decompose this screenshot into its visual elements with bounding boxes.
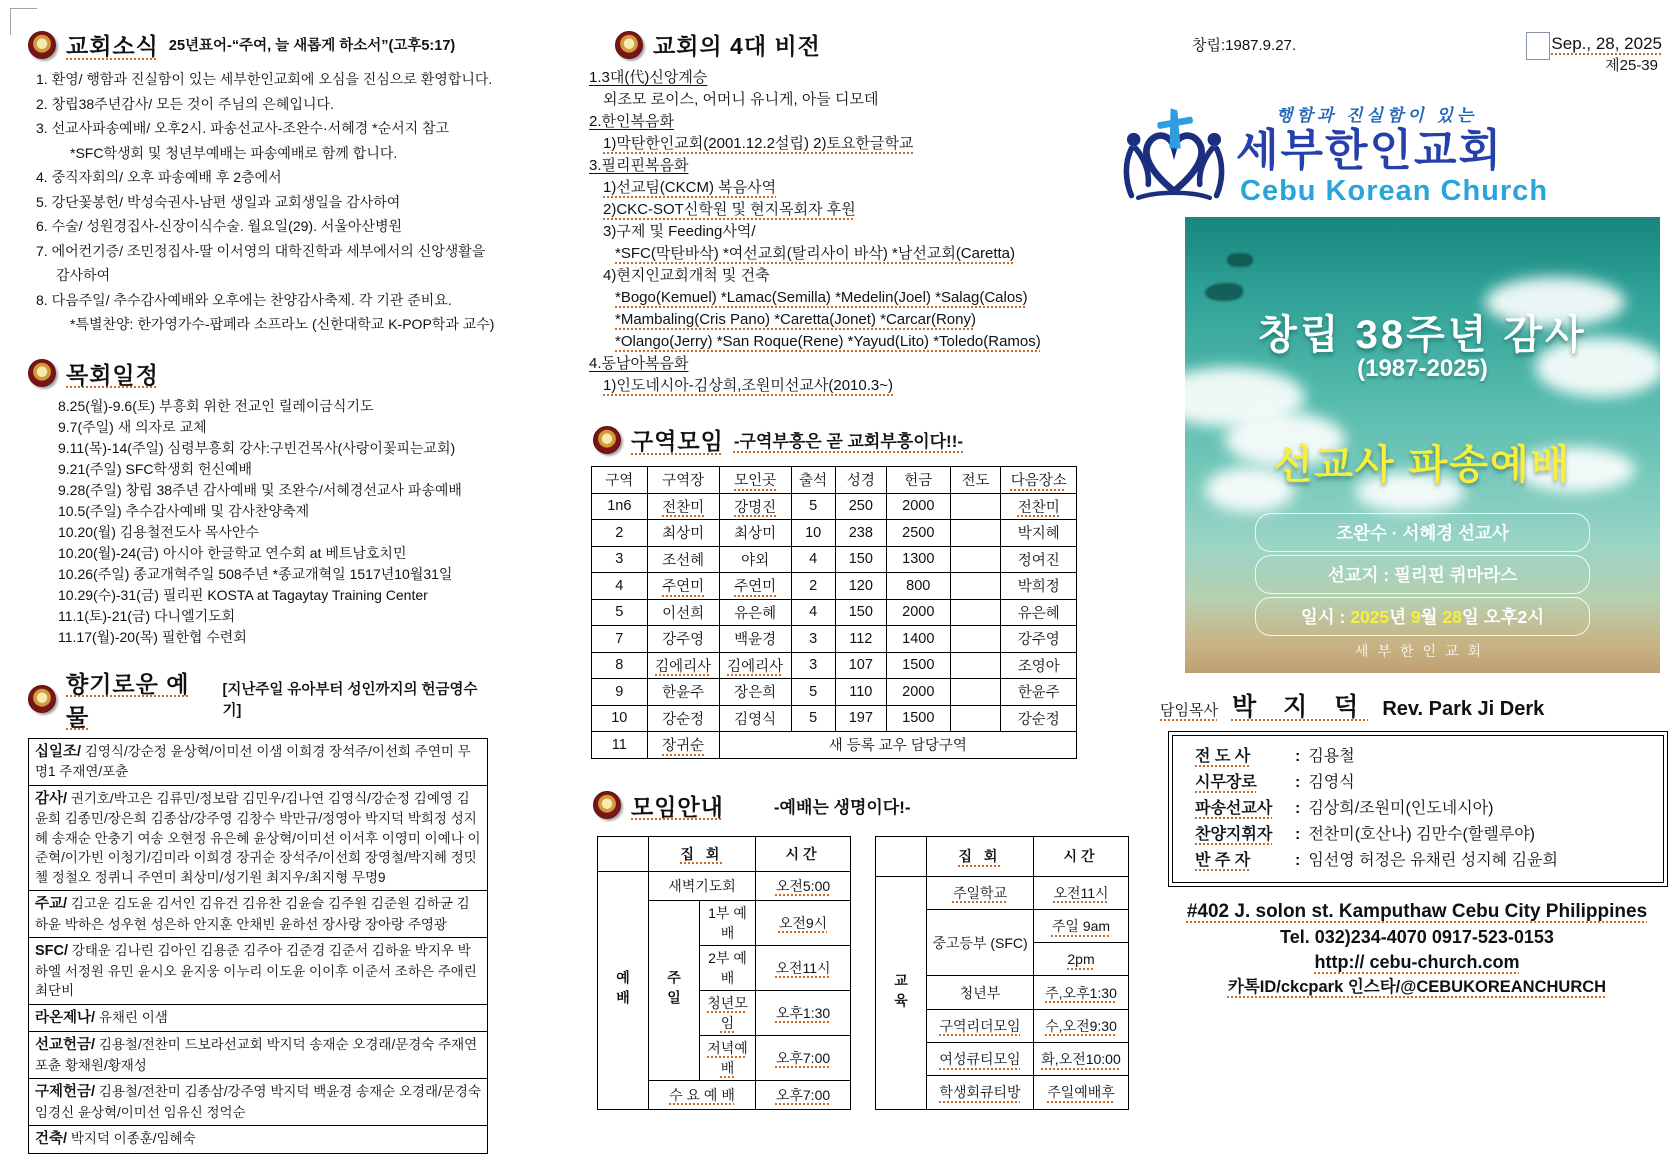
column-header: 다음장소 [1001, 467, 1077, 494]
cell [950, 493, 1001, 520]
meetings-section-header [593, 789, 1077, 822]
cell: 최상미 [647, 520, 719, 547]
offering-label: 선교헌금/ [35, 1037, 96, 1053]
offering-table [28, 738, 488, 1154]
staff-names: 김용철 [1308, 748, 1355, 765]
meeting-name: 청년모임 [700, 990, 756, 1035]
offering-cell [29, 891, 488, 938]
cell: 11 [592, 732, 648, 759]
poster-datetime [1255, 597, 1590, 636]
cell: 1300 [886, 546, 950, 573]
staff-role: 찬양지휘자 [1195, 826, 1273, 843]
cell: 4 [791, 546, 835, 573]
cell: 강순정 [647, 705, 719, 732]
news-item-continuation: *특별찬양: 한가영가수-팝페라 소프라노 (신한대학교 K-POP학과 교수) [70, 316, 495, 332]
cell: 장은희 [719, 679, 791, 706]
meeting-name: 2부 예배 [700, 945, 756, 990]
cell: 조영아 [1001, 652, 1077, 679]
cell [950, 546, 1001, 573]
table-row [592, 626, 1077, 653]
meeting-time: 오후7:00 [756, 1080, 851, 1109]
vision-line: 3.필리핀복음화 [589, 157, 689, 174]
staff-names: 전찬미(호산나) 김만수(할렐루야) [1308, 826, 1536, 843]
table-row [592, 599, 1077, 626]
cell: 5 [592, 599, 648, 626]
colon: : [1295, 800, 1301, 817]
address-block [1168, 899, 1666, 1000]
cell [950, 520, 1001, 547]
cell: 112 [835, 626, 886, 653]
education-group-label: 교육 [876, 876, 927, 1109]
meeting-tables [597, 836, 1121, 1110]
vision-line: 1.3대(代)신앙계승 [589, 69, 708, 86]
staff-names: 임선영 허정은 유채린 성지혜 김윤희 [1308, 852, 1558, 869]
offering-cell [29, 1032, 488, 1079]
cell: 야외 [719, 546, 791, 573]
meeting-name: 청년부 [927, 976, 1034, 1009]
table-header-row [598, 836, 851, 871]
schedule-title: 목회일정 [66, 361, 159, 388]
cell: 4 [592, 573, 648, 600]
column-header: 집 회 [649, 836, 756, 871]
offering-label: SFC/ [35, 943, 69, 959]
table-row [592, 493, 1077, 520]
vision-line: 1)인도네시아-김상희,조원미선교사(2010.3~) [603, 377, 893, 394]
meeting-time: 오후1:30 [756, 990, 851, 1035]
vision-line: 4)현지인교회개척 및 건축 [603, 267, 770, 284]
meeting-name: 여성큐티모임 [927, 1042, 1034, 1075]
cell [950, 705, 1001, 732]
staff-row [1195, 822, 1659, 848]
cell: 강순정 [1001, 705, 1077, 732]
staff-row [1195, 848, 1659, 874]
cell: 최상미 [719, 520, 791, 547]
schedule-item: 9.11(목)-14(주일) 심령부흥회 강사:구빈건목사(사랑이꽃피는교회) [58, 439, 456, 456]
cell [950, 599, 1001, 626]
poster-island-shape [1227, 253, 1253, 267]
schedule-section-header [28, 357, 496, 390]
vision-line: 3)구제 및 Feeding사역/ [603, 223, 756, 240]
issue-number: 제25-39 [1605, 57, 1658, 74]
news-item: 3. 선교사파송예배/ 오후2시. 파송선교사-조완수·서혜경 *순서지 참고 [36, 120, 450, 136]
meeting-time: 오전5:00 [756, 871, 851, 900]
offering-label: 라온제나/ [35, 1009, 96, 1026]
schedule-item: 11.17(월)-20(목) 필한협 수련회 [58, 628, 247, 645]
table-row [592, 732, 1077, 759]
table-header-row [592, 467, 1077, 494]
table-row [592, 705, 1077, 732]
cell: 2000 [886, 599, 950, 626]
cell: 1n6 [592, 493, 648, 520]
cell: 2000 [886, 493, 950, 520]
cell: 150 [835, 546, 886, 573]
cell: 주연미 [647, 573, 719, 600]
table-row [29, 938, 488, 1005]
offering-names: 권기호/박고은 김류민/정보람 김민우/김나연 김영식/강순정 김예영 김윤희 김종민/장은희 김종삼/강주영 김창수 박만규/정영아 박지덕 박희정 성지혜 송재순 안충기 여송 오현정 유은혜 윤상혁/이미선 이서후 이영미 이예나 이준혁/이가빈 이청기/김미라 이희경 장귀순 장석주/이선희 장영철/박지혜 정밋첼 정철오 정퀴니 주연미 최상미/성기원 최지우/최지형 무명9 [35, 790, 481, 885]
staff-names: 김상희/조원미(인도네시아) [1308, 800, 1494, 817]
meeting-time: 주일예배후 [1034, 1076, 1129, 1109]
education-table [875, 836, 1129, 1110]
offering-cell [29, 785, 488, 891]
colon: : [1295, 826, 1301, 843]
colon: : [1295, 852, 1301, 869]
offering-cell [29, 1126, 488, 1154]
vision-line: *SFC(막탄바삭) *여선교회(탈리사이 바삭) *남선교회(Caretta) [615, 245, 1015, 262]
table-row [29, 891, 488, 938]
meeting-name: 중고등부 (SFC) [927, 909, 1034, 976]
meeting-name: 새벽기도회 [649, 871, 756, 900]
schedule-item: 8.25(월)-9.6(토) 부흥회 위한 전교인 릴레이금식기도 [58, 397, 374, 414]
cell: 110 [835, 679, 886, 706]
church-name-korean: 세부한인교회 [1236, 126, 1504, 175]
table-row [29, 738, 488, 785]
cell: 박희정 [1001, 573, 1077, 600]
cell: 10 [592, 705, 648, 732]
masthead-row [1100, 34, 1672, 75]
cell: 150 [835, 599, 886, 626]
vision-line: 4.동남아복음화 [589, 355, 689, 372]
column-header: 전도 [950, 467, 1001, 494]
staff-role: 반 주 자 [1195, 852, 1251, 869]
cell: 2 [592, 520, 648, 547]
staff-role: 시무장로 [1195, 774, 1257, 791]
bulletin-date: Sep., 28, 2025 [1551, 34, 1662, 53]
worship-group-label: 예배 [598, 871, 649, 1109]
cell: 2000 [886, 679, 950, 706]
table-row [592, 546, 1077, 573]
cell: 장귀순 [647, 732, 719, 759]
offering-label: 주교/ [35, 896, 68, 912]
cell: 유은혜 [1001, 599, 1077, 626]
cell: 5 [791, 705, 835, 732]
cell: 2500 [886, 520, 950, 547]
church-logo-icon [1118, 97, 1230, 209]
schedule-item: 11.1(토)-21(금) 다니엘기도회 [58, 607, 236, 624]
offering-section-header [28, 666, 496, 732]
poster-date-part: 28 [1442, 607, 1462, 627]
group-meeting-table [591, 466, 1077, 759]
senior-pastor-line [1160, 687, 1672, 723]
table-row [29, 1079, 488, 1126]
poster-footer-church-name: 세부한인교회 [1354, 643, 1491, 659]
column-header: 집 회 [927, 836, 1034, 876]
meeting-time: 오전9시 [756, 900, 851, 945]
meeting-time: 화,오전10:00 [1034, 1042, 1129, 1075]
poster-missionaries: 조완수 · 서혜경 선교사 [1255, 513, 1590, 552]
column-header: 시간 [1034, 836, 1129, 876]
colon: : [1295, 748, 1301, 765]
poster-date-part: 년 [1389, 607, 1411, 627]
cell: 1500 [886, 652, 950, 679]
news-item: 4. 중직자회의/ 오후 파송예배 후 2층에서 [36, 169, 282, 185]
vision-line: 외조모 로이스, 어머니 유니게, 아들 디모데 [603, 91, 879, 108]
news-item-continuation: *SFC학생회 및 청년부예배는 파송예배로 함께 합니다. [70, 144, 398, 161]
meeting-time: 오후7:00 [756, 1035, 851, 1080]
cell: 김영식 [719, 705, 791, 732]
meeting-name: 1부 예배 [700, 900, 756, 945]
news-list [36, 67, 496, 337]
column-header: 구역장 [647, 467, 719, 494]
schedule-item: 10.26(주일) 종교개혁주일 508주년 *종교개혁일 1517년10월31일 [58, 565, 453, 582]
sunday-group-label: 주일 [649, 900, 700, 1080]
offering-cell [29, 1004, 488, 1032]
news-item: 1. 환영/ 행함과 진실함이 있는 세부한인교회에 오심을 진심으로 환영합니다. [36, 71, 493, 87]
offering-names: 박지덕 이종훈/임혜숙 [70, 1131, 196, 1146]
table-row [592, 679, 1077, 706]
cell: 3 [791, 652, 835, 679]
offering-subtitle: [지난주일 유아부터 성인까지의 헌금영수기] [222, 681, 478, 719]
cell: 238 [835, 520, 886, 547]
column-header: 시간 [756, 836, 851, 871]
issue-block [1551, 34, 1662, 75]
pastor-name-english: Rev. Park Ji Derk [1382, 698, 1545, 720]
vision-line: 1)선교팀(CKCM) 복음사역 [603, 179, 777, 196]
vision-title: 교회의 4대 비전 [653, 33, 821, 59]
offering-cell [29, 1079, 488, 1126]
vision-line: 2.한인복음화 [589, 113, 674, 130]
cell: 800 [886, 573, 950, 600]
offering-names: 유채린 이샘 [98, 1009, 168, 1025]
offering-cell [29, 938, 488, 1005]
section-seal-icon [593, 426, 621, 454]
meeting-name: 저녁예배 [700, 1035, 756, 1080]
meeting-name: 수 요 예 배 [649, 1080, 756, 1109]
poster-date-part: 9 [1410, 607, 1421, 627]
news-motto: 25년표어-“주여, 늘 새롭게 하소서”(고후5:17) [168, 38, 456, 54]
cell [950, 652, 1001, 679]
offering-names: 김용철/전찬미 드보라선교회 박지덕 송재순 오경래/문경숙 주재연 포츈 황채원/황재성 [35, 1037, 478, 1073]
cell: 7 [592, 626, 648, 653]
section-seal-icon [28, 359, 56, 387]
cell: 120 [835, 573, 886, 600]
column-header: 헌금 [886, 467, 950, 494]
schedule-item: 10.20(월) 김용철전도사 목사안수 [58, 523, 259, 540]
cell: 정여진 [1001, 546, 1077, 573]
group-section-header [593, 423, 1077, 456]
church-slogan: 행함과 진실함이 있는 [1276, 106, 1478, 125]
vision-line: *Mambaling(Cris Pano) *Caretta(Jonet) *Carcar(Rony) [615, 311, 976, 328]
section-seal-icon [28, 31, 56, 59]
schedule-item: 10.29(수)-31(금) 필리핀 KOSTA at Tagaytay Training Center [58, 586, 428, 603]
cell: 3 [592, 546, 648, 573]
news-item: 2. 창립38주년감사/ 모든 것이 주님의 은혜입니다. [36, 95, 334, 112]
schedule-item: 10.5(주일) 추수감사예배 및 감사찬양축제 [58, 502, 310, 519]
column-header: 출석 [791, 467, 835, 494]
website-url: http:// cebu-church.com [1314, 952, 1520, 972]
vision-line: 1)막탄한인교회(2001.12.2설립) 2)토요한글학교 [603, 135, 914, 152]
table-row [592, 573, 1077, 600]
cell: 3 [791, 626, 835, 653]
worship-table [597, 836, 851, 1110]
cell: 김에리사 [719, 652, 791, 679]
meeting-name: 학생회큐티방 [927, 1076, 1034, 1109]
offering-names: 김용철/전찬미 김종삼/강주영 박지덕 백윤경 송재순 오경래/문경숙 임경신 윤상혁/이미선 임유신 정억순 [35, 1084, 481, 1120]
colon: : [1295, 774, 1301, 791]
founded-date: 창립:1987.9.27. [1192, 37, 1297, 54]
church-name-block [1236, 97, 1548, 208]
news-item: 7. 에어컨기증/ 조민정집사-딸 이서영의 대학진학과 세부에서의 신앙생활을 감사하여 [36, 242, 486, 283]
cell: 8 [592, 652, 648, 679]
poster-date-part: 일 오후2시 [1461, 607, 1545, 627]
group-subtitle: -구역부흥은 곧 교회부흥이다!!- [733, 432, 964, 451]
meeting-name: 구역리더모임 [927, 1009, 1034, 1042]
cell: 10 [791, 520, 835, 547]
meeting-time: 오전11시 [1034, 876, 1129, 909]
pastor-label: 담임목사 [1160, 702, 1218, 719]
vision-line: *Olango(Jerry) *San Roque(Rene) *Yayud(Lito) *Toledo(Ramos) [615, 333, 1041, 350]
cell [950, 679, 1001, 706]
cell: 107 [835, 652, 886, 679]
cell: 조선혜 [647, 546, 719, 573]
staff-row [1195, 744, 1659, 770]
column-header: 모인곳 [719, 467, 791, 494]
news-item: 6. 수술/ 성원경집사-신장이식수술. 월요일(29). 서울아산병원 [36, 218, 402, 234]
offering-label: 구제헌금/ [35, 1084, 96, 1100]
poster-subtitle: 선교사 파송예배 [1273, 443, 1572, 487]
news-item: 5. 강단꽃봉헌/ 박성숙권사-남편 생일과 교회생일을 감사하여 [36, 193, 401, 210]
meeting-time: 2pm [1034, 943, 1129, 976]
table-row [29, 1126, 488, 1154]
offering-label: 건축/ [35, 1131, 68, 1147]
spacer-cell [598, 836, 649, 871]
table-row [29, 785, 488, 891]
pastor-name-korean: 박 지 덕 [1231, 693, 1369, 721]
phone-numbers: Tel. 032)234-4070 0917-523-0153 [1280, 927, 1554, 947]
cell: 전찬미 [1001, 493, 1077, 520]
poster-island-shape [1205, 283, 1243, 301]
middle-column [585, 28, 1121, 1110]
vision-line: *Bogo(Kemuel) *Lamac(Semilla) *Medelin(Joel) *Salag(Calos) [615, 289, 1028, 306]
staff-row [1195, 796, 1659, 822]
cell: 1500 [886, 705, 950, 732]
staff-box-inner [1172, 735, 1664, 883]
column-header: 성경 [835, 467, 886, 494]
meeting-time: 주,오후1:30 [1034, 976, 1129, 1009]
poster-date-part: 일시 : [1300, 607, 1351, 627]
cell: 유은혜 [719, 599, 791, 626]
table-row [29, 1004, 488, 1032]
cell: 한윤주 [647, 679, 719, 706]
cell [950, 573, 1001, 600]
poster-title: 창립 38주년 감사 [1258, 313, 1587, 357]
schedule-list [58, 396, 496, 648]
news-section-header [28, 28, 496, 61]
section-seal-icon [28, 685, 56, 713]
cell: 주연미 [719, 573, 791, 600]
offering-cell [29, 738, 488, 785]
cell: 이선희 [647, 599, 719, 626]
merged-note-cell: 새 등록 교우 담당구역 [719, 732, 1076, 759]
offering-label: 감사/ [35, 790, 68, 807]
poster-mission-field: 선교지 : 필리핀 퀴마라스 [1255, 555, 1590, 594]
cell: 2 [791, 573, 835, 600]
cell: 5 [791, 679, 835, 706]
social-accounts: 카톡ID/ckcpark 인스타/@CEBUKOREANCHURCH [1227, 978, 1607, 996]
offering-names: 김고운 김도윤 김서인 김유건 김유찬 김윤슬 김주원 김준원 김하균 김하윤 박하은 성우현 성은하 안지훈 안채빈 윤하선 장사랑 장아랑 주영광 [35, 896, 470, 932]
vision-list [589, 67, 1077, 397]
schedule-item: 9.21(주일) SFC학생회 헌신예배 [58, 460, 253, 477]
left-column [28, 28, 496, 1154]
church-logo-block [1118, 97, 1672, 209]
section-seal-icon [615, 31, 643, 59]
table-row [876, 876, 1129, 909]
cell: 강명진 [719, 493, 791, 520]
offering-title: 향기로운 예물 [66, 670, 190, 730]
section-seal-icon [593, 791, 621, 819]
right-column [1100, 28, 1672, 1000]
meeting-time: 오전11시 [756, 945, 851, 990]
cell: 백윤경 [719, 626, 791, 653]
meeting-name: 주일학교 [927, 876, 1034, 909]
news-title: 교회소식 [66, 33, 159, 59]
vision-section-header [615, 28, 1077, 61]
vision-line: 2)CKC-SOT신학원 및 현지목회자 후원 [603, 201, 856, 218]
schedule-item: 9.28(주일) 창립 38주년 감사예배 및 조완수/서혜경선교사 파송예배 [58, 481, 462, 498]
cell [950, 626, 1001, 653]
news-item: 8. 다음주일/ 추수감사예배와 오후에는 찬양감사축제. 각 기관 준비요. [36, 291, 452, 308]
poster-date-part: 2025 [1350, 607, 1390, 627]
cell: 250 [835, 493, 886, 520]
staff-row [1195, 770, 1659, 796]
cell: 197 [835, 705, 886, 732]
spacer-cell [876, 836, 927, 876]
cell: 5 [791, 493, 835, 520]
offering-names: 강태운 김나린 김아인 김용준 김주아 김준경 김준서 김하윤 박지우 박하엘 서정원 유민 윤시오 윤지웅 이누리 이도윤 이이후 이준서 조하은 주애린 최단비 [35, 943, 477, 998]
cell: 박지혜 [1001, 520, 1077, 547]
table-row [598, 871, 851, 900]
church-name-english: Cebu Korean Church [1240, 175, 1549, 207]
street-address: #402 J. solon st. Kamputhaw Cebu City Philippines [1186, 901, 1648, 922]
anniversary-poster [1185, 217, 1660, 673]
schedule-item: 9.7(주일) 새 의자로 교체 [58, 418, 207, 435]
meetings-title: 모임안내 [631, 793, 724, 820]
cell: 전찬미 [647, 493, 719, 520]
cell: 4 [791, 599, 835, 626]
meetings-subtitle: -예배는 생명이다!- [773, 797, 911, 817]
staff-role: 전 도 사 [1195, 748, 1251, 765]
meeting-time: 수,오전9:30 [1034, 1009, 1129, 1042]
staff-box [1168, 731, 1668, 887]
cell: 9 [592, 679, 648, 706]
poster-years: (1987-2025) [1357, 355, 1488, 382]
cell: 강주영 [1001, 626, 1077, 653]
staff-role: 파송선교사 [1195, 800, 1273, 817]
offering-label: 십일조/ [35, 743, 82, 760]
table-header-row [876, 836, 1129, 876]
group-title: 구역모임 [631, 428, 724, 454]
offering-names: 김영식/강순정 윤상혁/이미선 이샘 이희경 장석주/이선희 주연미 무명1 주재연/포츈 [35, 743, 471, 779]
staff-names: 김영식 [1308, 774, 1355, 791]
table-row [29, 1032, 488, 1079]
cell: 강주영 [647, 626, 719, 653]
cell: 한윤주 [1001, 679, 1077, 706]
column-header: 구역 [592, 467, 648, 494]
table-row [592, 652, 1077, 679]
cell: 1400 [886, 626, 950, 653]
meeting-time: 주일 9am [1034, 909, 1129, 942]
cell: 김에리사 [647, 652, 719, 679]
schedule-item: 10.20(월)-24(금) 아시아 한글학교 연수회 at 베트남호치민 [58, 544, 407, 561]
poster-date-part: 월 [1420, 607, 1443, 627]
table-row [592, 520, 1077, 547]
